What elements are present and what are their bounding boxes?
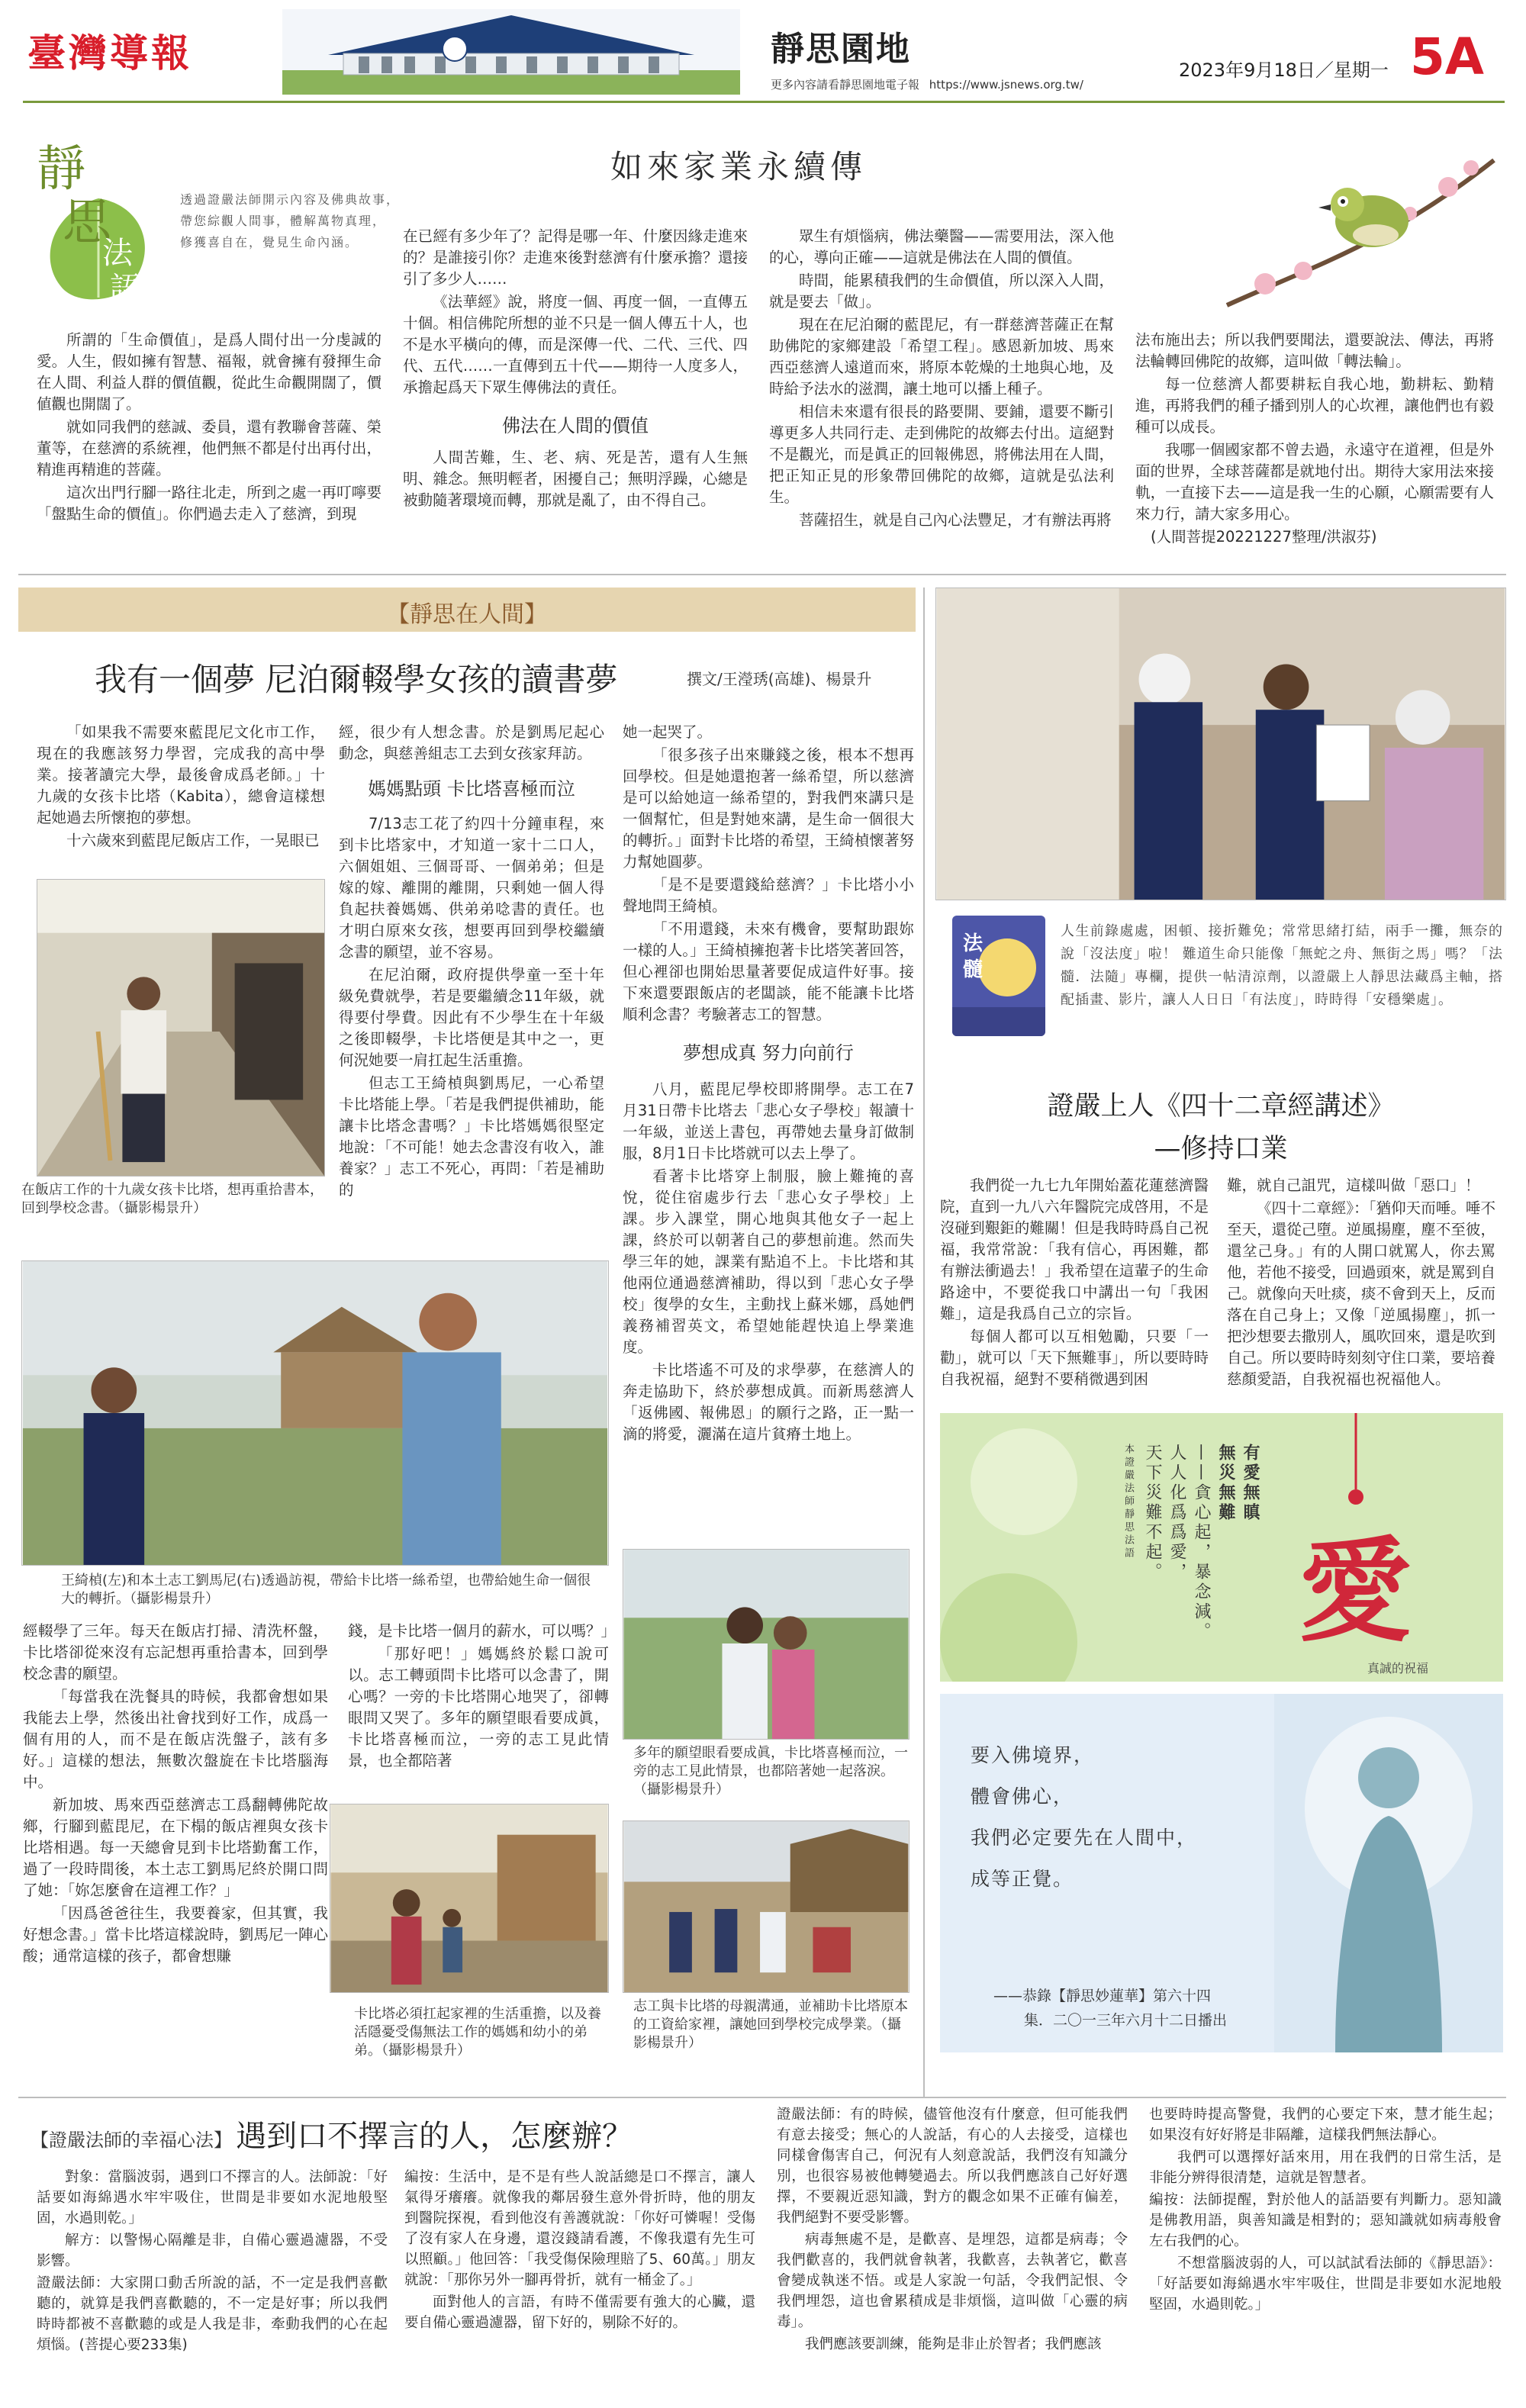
- article2-paragraph: 「不用還錢，未來有機會，要幫助跟妳一樣的人。」王綺楨擁抱著卡比塔笑著回答，但心裡卻也開始思量著要促成這件好事。接下來還要跟飯店的老闆談，能不能讓卡比塔順利念書？考驗著志工的智慧。: [623, 920, 914, 1023]
- article4-paragraph: 證嚴法師：大家開口動舌所說的話，不一定是我們喜歡聽的，就算是我們喜歡聽的，不一定是好事；所以我們時時都被不喜歡聽的或是人我是非，牽動我們的心在起煩惱。(菩提心要233集): [37, 2275, 388, 2353]
- poster-line: 本證嚴法師靜思法語: [1122, 1444, 1134, 1560]
- masthead-rule: [23, 101, 1505, 103]
- article2-paragraph: 7/13志工花了約四十分鐘車程，來到卡比塔家中，才知道一家十二口人，六個姐姐、三個哥哥、一個弟弟；但是嫁的嫁、離開的離開，只剩她一個人得負起扶養媽媽、供弟弟唸書的責任。也才明白原來女孩，想要再回到學校繼續念書的願望，並不容易。: [339, 815, 604, 961]
- article2-paragraph: 「是不是要還錢給慈濟？」卡比塔小小聲地問王綺楨。: [623, 876, 914, 915]
- quote-box: [940, 1694, 1503, 2052]
- article4-paragraph: 我們可以選擇好話來用，用在我們的日常生活，是非能分辨得很清楚，這就是智慧者。: [1149, 2149, 1502, 2186]
- article2-paragraph: 卡比塔遙不可及的求學夢，在慈濟人的奔走協助下，終於夢想成眞。而新馬慈濟人「返佛國、報佛恩」的願行之路，正一點一滴的將愛，灑滿在這片貧瘠土地上。: [623, 1361, 914, 1443]
- article4-title: 遇到口不擇言的人，怎麼辦？: [236, 2119, 633, 2154]
- article3-title-line-2: —修持口業: [1154, 1134, 1288, 1164]
- article3-paragraph: 每個人都可以互相勉勵，只要「一勸」，就可以「天下無難事」，所以要時時自我祝福，絕對不要稍微遇到困: [940, 1328, 1209, 1388]
- intro-line-2: 帶您綜觀人間事，體解萬物真理，: [180, 214, 387, 228]
- photo-caption: 多年的願望眼看要成眞，卡比塔喜極而泣，一旁的志工見此情景，也都陪著她一起落淚。（攝影楊景升）: [633, 1745, 908, 1798]
- article1-paragraph: 相信未來還有很長的路要開、要鋪，還要不斷引導更多人共同行走、走到佛陀的故鄉去付出。這絕對不是觀光，而是眞正的回報佛恩，將佛法用在人間，把正知正見的形象帶回佛陀的故鄉，這就是弘法利生。: [769, 403, 1114, 506]
- photo-mother-talk: [623, 1820, 909, 1993]
- column-divider: [923, 588, 925, 2098]
- article1-credit: (人間菩提20221227整理/洪淑芬): [1151, 528, 1377, 546]
- divider: [18, 2097, 1506, 2098]
- article4-paragraph: 對象：當腦波弱，遇到口不擇言的人。法師說：「好話要如海綿遇水牢牢吸住，世間是非要如水泥地般堅固，水過則乾。」: [37, 2169, 388, 2226]
- article4-paragraph: 編按：生活中，是不是有些人說話總是口不擇言，讓人氣得牙癢癢。就像我的鄰居發生意外骨折時，他的朋友到醫院探視，看到他沒有善護就說：「你好可憐喔！受傷了沒有家人在身邊，還沒錢請看護，不像我還有先生可以照顧。」他回答：「我受傷保險理賠了5、60萬。」朋友就說：「那你另外一腳再骨折，就有一桶金了。」: [404, 2169, 755, 2288]
- badge-char-2: 思: [63, 195, 111, 251]
- article2-paragraph: 她一起哭了。: [623, 723, 713, 741]
- article2-col-e: [348, 1621, 617, 1773]
- article1-paragraph: 我哪一個國家都不曾去過，永遠守在道裡，但是外面的世界，全球菩薩都是就地付出。期待大家用法來接軌，一直接下去——這是我一生的心願，心願需要有人來力行，請大家多用心。: [1135, 441, 1494, 523]
- quote-line: 體會佛心，: [971, 1785, 1074, 1808]
- quote-line: 要入佛境界，: [971, 1744, 1095, 1766]
- article1-col2: [403, 226, 748, 513]
- quote-source: [993, 1984, 1227, 2033]
- article2-title: 我有一個夢 尼泊爾輟學女孩的讀書夢: [95, 661, 618, 698]
- photo-caption: 卡比塔必須扛起家裡的生活重擔，以及養活隱憂受傷無法工作的媽媽和幼小的弟弟。（攝影楊景升）: [354, 2006, 601, 2059]
- intro-line-3: 修獲喜自在，覺見生命內涵。: [180, 235, 359, 249]
- article2-paragraph: 新加坡、馬來西亞慈濟志工爲翻轉佛陀故鄉，行腳到藍毘尼，在下榻的飯店裡與女孩卡比塔相遇。每一天總會見到卡比塔勤奮工作，過了一段時間後，本土志工劉馬尼終於開口問了她：「妳怎麼會在這裡工作？」: [23, 1796, 328, 1899]
- masthead: [0, 0, 1526, 107]
- article3-col-left: [940, 1175, 1209, 1392]
- photo-volunteers-visit: [21, 1260, 609, 1566]
- buddha-illustration: [1274, 1694, 1503, 2052]
- poster-line: 無災無難: [1216, 1444, 1235, 1523]
- article2-paragraph: 但志工王綺楨與劉馬尼，一心希望卡比塔能上學。「若是我們提供補助，能讓卡比塔念書嗎？」卡比塔媽媽很堅定地說：「不可能！她去念書沒有收入，誰養家？」志工不死心，再問：「若是補助的: [339, 1074, 604, 1199]
- more-content-line: [771, 76, 1083, 92]
- quote-source-line: 集．二〇一三年六月十二日播出: [1024, 2012, 1228, 2029]
- article2-col-b: [339, 722, 604, 1202]
- issue-date: 2023年9月18日／星期一: [1179, 60, 1389, 81]
- article2-paragraph: 十六歲來到藍毘尼飯店工作，一晃眼已: [66, 832, 320, 849]
- article2-paragraph: 八月，藍毘尼學校即將開學。志工在7月31日帶卡比塔去「悲心女子學校」報讀十一年級，並送上書包，再帶她去量身訂做制服，8月1日卡比塔就可以去上學了。: [623, 1080, 914, 1162]
- article4-col2: [404, 2167, 755, 2335]
- article2-subheading: 夢想成真 努力向前行: [683, 1042, 854, 1064]
- masthead-logo[interactable]: 臺灣導報: [27, 31, 192, 76]
- article4-paragraph: 也要時時提高警覺，我們的心要定下來，慧才能生起；如果沒有好好將是非隔離，這樣我們無法靜心。: [1149, 2107, 1502, 2143]
- article4-paragraph: 病毒無處不是，是歡喜、是埋怨，這都是病毒；令我們歡喜的，我們就會執著，我歡喜，去執著它，歡喜會變成執迷不悟。或是人家說一句話，令我們記恨、令我們埋怨，這也會累積成是非煩惱，這叫做「心靈的病毒」。: [777, 2232, 1128, 2330]
- badge-char-1: 靜: [37, 141, 85, 198]
- article1-subheading: 佛法在人間的價值: [502, 415, 649, 436]
- badge-char-3: 法: [102, 236, 133, 271]
- photo-kabita-home: [330, 1804, 609, 1993]
- article1-paragraph: 所謂的「生命價值」，是爲人間付出一分虔誠的愛。人生，假如擁有智慧、福報，就會擁有發揮生命在人間、利益人群的價值觀，從此生命觀開闊了，價値觀也開闊了。: [37, 331, 382, 413]
- poster-footer: 真誠的祝福: [1367, 1661, 1429, 1676]
- article1-title: 如來家業永續傳: [610, 148, 868, 185]
- quote-text: [971, 1735, 1197, 1900]
- article3-title: [935, 1085, 1506, 1170]
- article2-paragraph: 經，很少有人想念書。於是劉馬尼起心動念，與慈善組志工去到女孩家拜訪。: [339, 723, 604, 762]
- article3-col-right: [1227, 1175, 1495, 1392]
- article2-paragraph: 錢，是卡比塔一個月的薪水，可以嗎？」: [348, 1622, 617, 1640]
- jingsi-poster: [940, 1413, 1503, 1682]
- article3-paragraph: 我們從一九七九年開始蓋花蓮慈濟醫院，直到一九八六年醫院完成啓用，不是沒碰到艱鉅的難關！但是我時時爲自己祝福，我常常說：「我有信心，再困難，都有辦法衝過去！」我希望在這輩子的生命路途中，不要從我口中講出一句「我困難」，這是我爲自己立的宗旨。: [940, 1177, 1209, 1322]
- article1-paragraph: 眾生有煩惱病，佛法藥醫——需要用法，深入他的心，導向正確——這就是佛法在人間的價值。: [769, 227, 1114, 266]
- article2-paragraph: 在尼泊爾，政府提供學童一至十年級免費就學，若是要繼續念11年級，就得要付學費。因此有不少學生在十年級之後即輟學，卡比塔便是其中之一，更何況她要一肩扛起生活重擔。: [339, 966, 604, 1069]
- article2-paragraph: 「那好吧！」媽媽終於鬆口說可以。志工轉頭問卡比塔可以念書了，開心嗎？一旁的卡比塔開心地哭了，卻轉眼問又哭了。多年的願望眼看要成眞，卡比塔喜極而泣，一旁的志工見此情景，也全都陪著: [348, 1645, 609, 1769]
- article2-paragraph: 看著卡比塔穿上制服，臉上難掩的喜悅，從住宿處步行去「悲心女子學校」上課。步入課堂，開心地與其他女子一起上課，終於可以朝著自己的夢想前進。然而失學三年的她，課業有點追不上。卡比塔和其他兩位通過慈濟補助，得以到「悲心女子學校」復學的女生，主動找上蘇米娜，爲她們義務補習英文，希望她能趕快追上學業進度。: [623, 1167, 914, 1356]
- article4-heading: [31, 2112, 633, 2155]
- article3-paragraph: 難，就自己詛咒，這樣叫做「惡口」！: [1227, 1177, 1480, 1194]
- quote-line: 成等正覺。: [971, 1868, 1074, 1890]
- photo-girl-sweeping: [37, 879, 325, 1177]
- quote-line: 我們必定要先在人間中，: [971, 1827, 1198, 1849]
- article1-paragraph: 《法華經》說，將度一個、再度一個，一直傳五十個。相信佛陀所想的並不只是一個人傳五十人，也不是水平橫向的傳，而是深傳一代、二代、三代、四代、五代……一直傳到五十代——期待一人度多人，承擔起爲天下眾生傳佛法的責任。: [403, 293, 748, 396]
- quote-source-line: ——恭錄【靜思妙蓮華】第六十四: [993, 1988, 1212, 2004]
- page-number: 5A: [1410, 27, 1485, 86]
- article4-paragraph: 解方：以警惕心隔離是非，自備心靈過濾器，不受影響。: [37, 2233, 388, 2269]
- fasui-label: 法髓: [963, 932, 984, 981]
- article2-paragraph: 「很多孩子出來賺錢之後，根本不想再回學校。但是她還抱著一絲希望，所以慈濟是可以給她這一絲希望的，對我們來講只是一個幫忙，但是對她來講，是生命一個很大的轉折。」面對卡比塔的希望，王綺楨懷著努力幫她圓夢。: [623, 746, 914, 871]
- article1-paragraph: 這次出門行腳一路往北走，所到之處一再叮嚀要「盤點生命的價值」。你們過去走入了慈濟，到現: [37, 484, 382, 523]
- article1-paragraph: 就如同我們的慈誠、委員，還有教聯會菩薩、榮董等，在慈濟的系統裡，他們無不都是付出再付出，精進再精進的菩薩。: [37, 418, 382, 478]
- poster-line: 天下災難不起。: [1143, 1444, 1162, 1582]
- article1-paragraph: 每一位慈濟人都要耕耘自我心地，勤耕耘、勤精進，再將我們的種子播到別人的心坎裡，讓他們也有毅種可以成長。: [1135, 375, 1494, 436]
- article4-paragraph: 面對他人的言語，有時不僅需要有強大的心臟，還要自備心靈過濾器，留下好的，剔除不好的。: [404, 2294, 755, 2331]
- section-title: 靜思園地: [771, 30, 911, 69]
- article4-col1: [37, 2167, 388, 2357]
- poster-verse: [1116, 1444, 1262, 1657]
- poster-line: 有愛無瞋: [1241, 1444, 1260, 1523]
- intro-text: [180, 189, 400, 253]
- article2-byline: 撰文/王瀅琇(高雄)、楊景升: [687, 670, 872, 688]
- article2-subheading: 媽媽點頭 卡比塔喜極而泣: [368, 778, 575, 800]
- article2-paragraph: 「每當我在洗餐具的時候，我都會想如果我能去上學，然後出社會找到好工作，成爲一個有用的人，而不是在飯店洗盤子，該有多好。」這樣的想法，無數次盤旋在卡比塔腦海中。: [23, 1688, 328, 1791]
- article2-col-d: [23, 1621, 328, 1969]
- more-content-prefix: 更多內容請看靜思園地電子報: [771, 78, 920, 92]
- fasui-column-box: [952, 916, 1045, 1036]
- article1-paragraph: 現在在尼泊爾的藍毘尼，有一群慈濟菩薩正在幫助佛陀的家鄉建設「希望工程」。感恩新加坡、馬來西亞慈濟人遠道而來，將原本乾燥的土地與心地，及時給予法水的滋潤，讓土地可以播上種子。: [769, 316, 1114, 398]
- article1-paragraph: 在已經有多少年了？記得是哪一年、什麼因緣走進來的？是誰接引你？走進來後對慈濟有什麼承擔？還接引了多少人……: [403, 227, 748, 288]
- article1-paragraph: 菩薩招生，就是自己內心法豐足，才有辦法再將: [799, 511, 1112, 529]
- section-band-label: 【靜思在人間】: [387, 601, 547, 628]
- fasui-intro: 人生前錄處處，困頓、接折難免；常常思緒打結，兩手一攤，無奈的說「沒法度」啦！ 難道生命只能像「無蛇之舟、無街之馬」嗎？「法髓．法隨」專欄，提供一帖清涼劑，以證嚴上人靜思法藏爲主軸，搭配插畫、影片，讓人人日日「有法度」，時時得「安穩樂處」。: [1061, 923, 1503, 1008]
- article2-paragraph: 「因爲爸爸往生，我要養家，但其實，我好想念書。」當卡比塔這樣說時，劉馬尼一陣心酸；通常這樣的孩子，都會想賺: [23, 1904, 328, 1965]
- photo-caption: 在飯店工作的十九歲女孩卡比塔，想再重拾書本，回到學校念書。（攝影楊景升）: [21, 1182, 324, 1216]
- poster-glyph: 愛: [1299, 1524, 1412, 1657]
- photo-volunteers-street: [935, 588, 1506, 900]
- article4-col3: [777, 2104, 1128, 2356]
- article4-paragraph: 編按：法師提醒，對於他人的話語要有判斷力。惡知識是佛教用語，與善知識是相對的；惡知識就如病毒般會左右我們的心。: [1149, 2192, 1502, 2249]
- jingsi-fayu-badge: [18, 122, 171, 313]
- article3-title-line-1: 證嚴上人《四十二章經講述》: [1047, 1091, 1395, 1122]
- article4-paragraph: 不想當腦波弱的人，可以試試看法師的《靜思語》：「好話要如海綿遇水牢牢吸住，世間是非要如水泥地般堅固，水過則乾。」: [1149, 2255, 1502, 2313]
- article1-col4: [1135, 330, 1494, 548]
- article1-paragraph: 法布施出去；所以我們要聞法，還要說法、傳法，再將法輪轉回佛陀的故鄉，這叫做「轉法輪」。: [1135, 331, 1494, 370]
- photo-caption: 王綺楨(左)和本土志工劉馬尼(右)透過訪視，帶給卡比塔一絲希望，也帶給她生命一個很大的轉折。（攝影楊景升）: [61, 1573, 591, 1607]
- article1-paragraph: 人間苦難，生、老、病、死是苦，還有人生無明、雜念。無明輕者，困擾自己；無明浮躁，心總是被動隨著環境而轉，那就是亂了，由不得自己。: [403, 449, 748, 509]
- poster-line: ——貪心起，暴念減。: [1192, 1444, 1211, 1642]
- intro-line-1: 透過證嚴法師開示內容及佛典故事，: [180, 192, 401, 207]
- article1-paragraph: 時間，能累積我們的生命價值，所以深入人間，就是要去「做」。: [769, 272, 1114, 311]
- article1-col3: [769, 226, 1114, 533]
- article4-paragraph: 證嚴法師：有的時候，儘管他沒有什麼意，但可能我們有意去接受；無心的人說話，有心的人去接受，這樣也同樣會傷害自己，何況有人刻意說話，我們沒有知識分別，也很容易被他轉變過去。所以我們應該自己好好選擇，不要親近惡知識，對方的觀念如果不正確有偏差，我們絕對不要受影響。: [777, 2107, 1128, 2226]
- article4-paragraph: 我們應該要訓練，能夠是非止於智者；我們應該: [805, 2336, 1102, 2352]
- article1-col1: [37, 330, 382, 526]
- article2-col-a: [37, 722, 325, 853]
- divider: [18, 574, 1506, 575]
- photo-hug: [623, 1549, 909, 1740]
- masthead-building-illustration: [282, 9, 740, 95]
- article2-paragraph: 經輟學了三年。每天在飯店打掃、清洗杯盤，卡比塔卻從來沒有忘記想再重拾書本，回到學校念書的願望。: [23, 1622, 328, 1682]
- more-content-url[interactable]: https://www.jsnews.org.tw/: [929, 78, 1083, 92]
- article2-col-c: [623, 722, 914, 1447]
- article4-tag: 【證嚴法師的幸福心法】: [31, 2130, 232, 2151]
- article3-paragraph: 《四十二章經》：「猶仰天而唾。唾不至天，還從己墮。逆風揚塵，塵不至彼，還坌己身。」有的人開口就罵人，你去罵他，若他不接受，回過頭來，就是罵到自己。就像向天吐痰，痰不會到天上，反而落在自己身上；又像「逆風揚塵」，抓一把沙想要去撒別人，風吹回來，還是吹到自己。所以要時時刻刻守住口業，要培養慈顏愛語，自我祝福也祝福他人。: [1227, 1199, 1495, 1388]
- badge-char-4: 語: [110, 271, 140, 306]
- poster-line: 人人化爲爲愛，: [1167, 1444, 1186, 1582]
- article2-paragraph: 「如果我不需要來藍毘尼文化市工作，現在的我應該努力學習，完成我的高中學業。接著讀完大學，最後會成爲老師。」十九歲的女孩卡比塔（Kabita），總會這樣想起她過去所懷抱的夢想。: [37, 723, 325, 826]
- article4-col4: [1149, 2104, 1502, 2316]
- bird-on-blossom-illustration: [1219, 114, 1502, 320]
- photo-caption: 志工與卡比塔的母親溝通，並補助卡比塔原本的工資給家裡，讓她回到學校完成學業。（攝影楊景升）: [633, 1998, 908, 2051]
